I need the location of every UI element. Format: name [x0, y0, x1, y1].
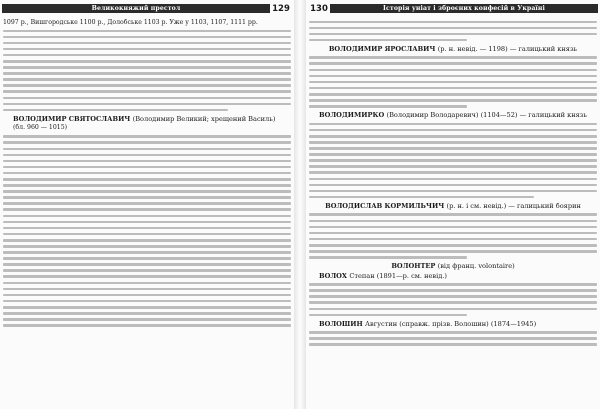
entry-heading [309, 320, 597, 328]
entry-heading-tail: (від франц. volontaire) [437, 262, 515, 271]
page-number: 130 [310, 3, 328, 14]
entry-heading-tail: (Володимир Володаревич) (1104—52) — галицький князь [386, 111, 587, 120]
text-line: 1097 р., Вишгородське 1100 р., Долобське 1103 р. Уже у 1103, 1107, 1111 рр. [3, 18, 258, 26]
running-header: Великокняжий престол [2, 4, 270, 13]
right-page-header [308, 3, 598, 14]
entry-heading-tail: Августин (справж. прізв. Волошин) (1874—1945) [365, 319, 537, 328]
entry-headword: ВОЛОДИСЛАВ КОРМИЛЬЧИЧ [325, 201, 445, 210]
right-page-body [309, 17, 597, 407]
entry-headword: ВОЛОДИМИР ЯРОСЛАВИЧ [328, 44, 436, 53]
entry-headword: ВОЛОНТЕР [391, 262, 436, 271]
entry-heading [309, 202, 597, 210]
left-page [0, 0, 294, 409]
right-page [306, 0, 600, 409]
entry-dates: (бл. 960 — 1015) [13, 124, 68, 132]
entry-heading [309, 111, 597, 119]
running-header: Історія уніат і зброєних конфесій в Україні [330, 4, 598, 13]
entry-heading-tail: (р. н. і см. невід.) — галицький боярин [446, 201, 581, 210]
entry-headword: ВОЛОДИМИР СВЯТОСЛАВИЧ [13, 114, 131, 123]
left-page-header [2, 3, 292, 14]
entry-heading-tail: (р. н. невід. — 1198) — галицький князь [437, 44, 578, 53]
entry-headword: ВОЛОХ [319, 271, 348, 280]
entry-headword: ВОЛОШИН [319, 319, 363, 328]
entry-heading [309, 272, 597, 280]
page-number: 129 [272, 3, 290, 14]
entry-headword: ВОЛОДИМИРКО [319, 111, 385, 120]
entry-heading-tail: (Володимир Великий; хрещений Василь) [132, 114, 276, 123]
entry-heading [309, 45, 597, 53]
entry-heading [3, 115, 291, 123]
entry-heading [309, 262, 597, 270]
entry-heading-tail: Степан (1891—р. см. невід.) [349, 271, 447, 280]
left-page-body [3, 17, 291, 407]
book-gutter [294, 0, 306, 409]
